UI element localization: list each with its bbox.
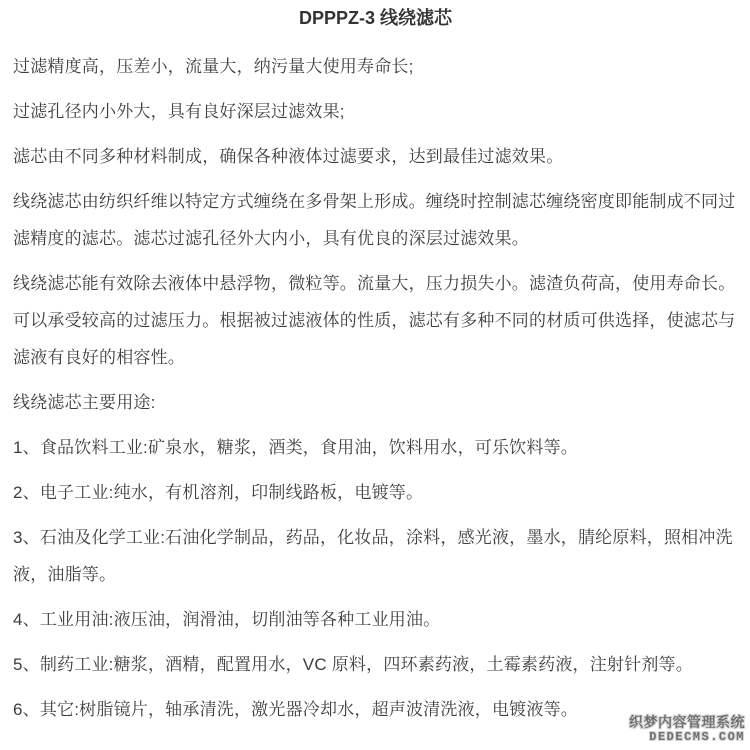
use-item-petrochemical: 3、石油及化学工业:石油化学制品，药品，化妆品，涂料，感光液，墨水，腈纶原料，照相冲洗液，油脂等。 <box>13 528 733 584</box>
use-item-other: 6、其它:树脂镜片，轴承清洗，激光器冷却水，超声波清洗液，电镀液等。 <box>13 700 578 719</box>
use-item-food-beverage: 1、食品饮料工业:矿泉水，糖浆，酒类，食用油，饮料用水，可乐饮料等。 <box>13 438 578 457</box>
intro-paragraph-1: 过滤精度高，压差小，流量大，纳污量大使用寿命长; <box>13 57 414 76</box>
intro-paragraph-2: 过滤孔径内小外大，具有良好深层过滤效果; <box>13 102 345 121</box>
uses-header: 线绕滤芯主要用途: <box>13 393 156 412</box>
watermark-cn-text: 织梦内容管理系统 <box>629 714 745 730</box>
use-item-industrial-oil: 4、工业用油:液压油，润滑油，切削油等各种工业用油。 <box>13 610 441 629</box>
use-item-pharmaceutical: 5、制药工业:糖浆，酒精，配置用水，VC 原料，四环素药液，土霉素药液，注射针剂等。 <box>13 655 693 674</box>
intro-paragraph-4: 线绕滤芯由纺织纤维以特定方式缠绕在多骨架上形成。缠绕时控制滤芯缠绕密度即能制成不同过滤精度的滤芯。滤芯过滤孔径外大内小，具有优良的深层过滤效果。 <box>13 192 736 248</box>
watermark-url-text: DEDECMS.COM <box>649 730 745 744</box>
intro-paragraph-5: 线绕滤芯能有效除去液体中悬浮物，微粒等。流量大，压力损失小。滤渣负荷高，使用寿命长。可以承受较高的过滤压力。根据被过滤液体的性质，滤芯有多种不同的材质可供选择，使滤芯与滤液有良好的相容性。 <box>13 274 736 367</box>
use-item-electronics: 2、电子工业:纯水，有机溶剂，印制线路板，电镀等。 <box>13 483 424 502</box>
dedecms-watermark <box>629 714 745 745</box>
intro-paragraph-3: 滤芯由不同多种材料制成，确保各种液体过滤要求，达到最佳过滤效果。 <box>13 147 564 166</box>
page-title: DPPPZ-3 线绕滤芯 <box>298 8 453 28</box>
